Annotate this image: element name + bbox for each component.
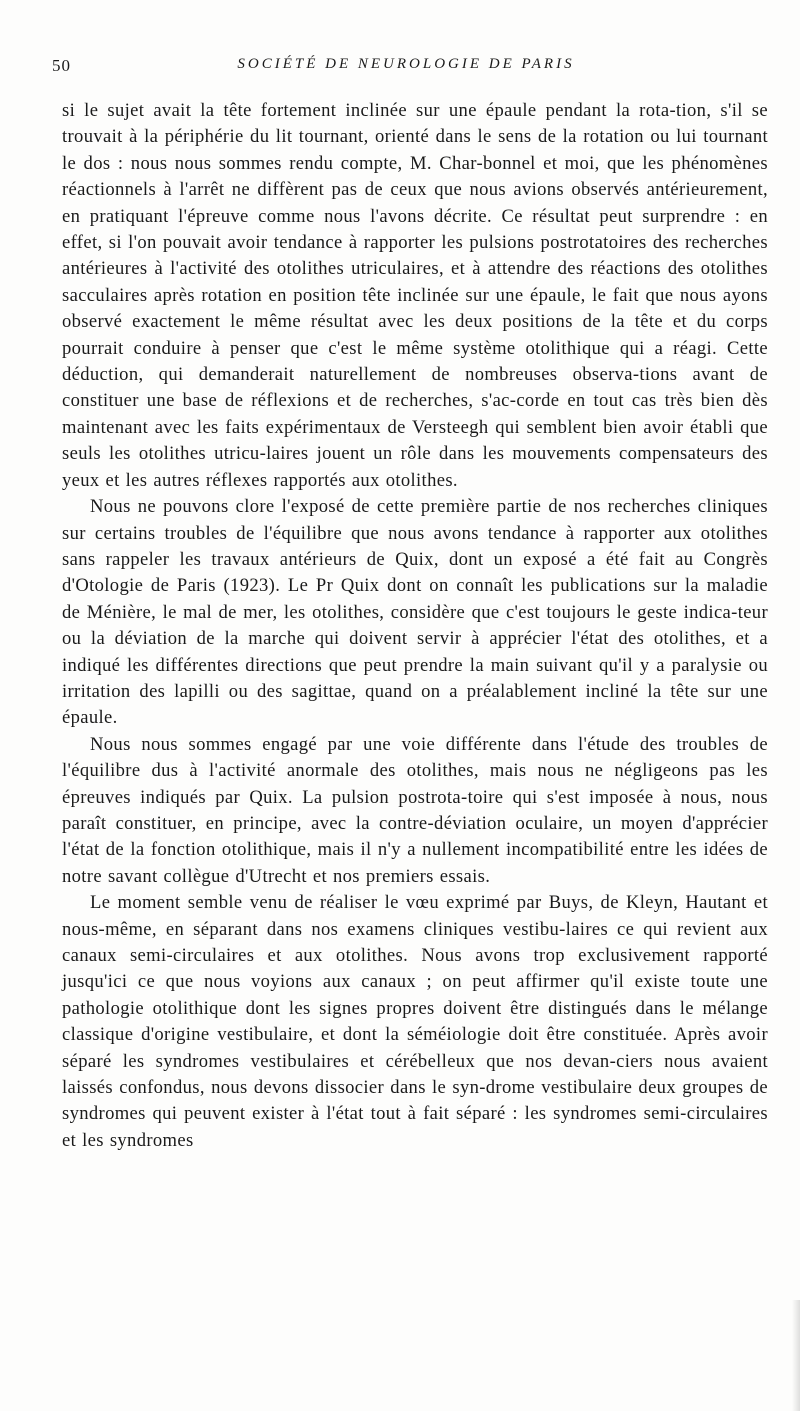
scan-edge-shadow [792, 1300, 800, 1411]
running-head [52, 56, 760, 86]
paragraph-2: Nous ne pouvons clore l'exposé de cette première partie de nos recherches cliniques sur certains troubles de l'équilibre que nous avons tendance à rapporter aux otolithes sans rappeler les travaux antérieurs de Quix, dont un exposé a été fait au Congrès d'Otologie de Paris (1923). Le Pr Quix dont on connaît les publications sur la maladie de Ménière, le mal de mer, les otolithes, considère que c'est toujours le geste indica-teur ou la déviation de la marche qui doivent servir à apprécier l'état des otolithes, et a indiqué les différentes directions que peut prendre la main suivant qu'il y a paralysie ou irritation des lapilli ou des sagittae, quand on a préalablement incliné la tête sur une épaule. [62, 496, 768, 729]
page-number: 50 [52, 56, 71, 75]
paragraph-3: Nous nous sommes engagé par une voie différente dans l'étude des troubles de l'équilibre dus à l'activité anormale des otolithes, mais nous ne négligeons pas les épreuves indiqués par Quix. La pulsion postrota-toire qui s'est imposée à nous, nous paraît constituer, en principe, avec la contre-déviation oculaire, un moyen d'apprécier l'état de la fonction otolithique, mais il n'y a nullement incompatibilité entre les idées de notre savant collègue d'Utrecht et nos premiers essais. [62, 733, 768, 887]
journal-title: SOCIÉTÉ DE NEUROLOGIE DE PARIS [237, 56, 575, 72]
paragraph-1: si le sujet avait la tête fortement inclinée sur une épaule pendant la rota-tion, s'il se trouvait à la périphérie du lit tournant, orienté dans le sens de la rotation ou lui tournant le dos : nous nous sommes rendu compte, M. Char-bonnel et moi, que les phénomènes réactionnels à l'arrêt ne diffèrent pas de ceux que nous avions observés antérieurement, en pratiquant l'épreuve comme nous l'avons décrite. Ce résultat peut surprendre : en effet, si l'on pouvait avoir tendance à rapporter les pulsions postrotatoires des recherches antérieures à l'activité des otolithes utriculaires, et à attendre des réactions des otolithes sacculaires après rotation en position tête inclinée sur une épaule, le fait que nous ayons observé exactement le même résultat avec les deux positions de la tête et du corps pourrait conduire à penser que c'est le même système otolithique qui a réagi. Cette déduction, qui demanderait naturellement de nombreuses observa-tions avant de constituer une base de réflexions et de recherches, s'ac-corde en tout cas très bien dès maintenant avec les faits expérimentaux de Versteegh qui semblent bien avoir établi que seuls les otolithes utricu-laires jouent un rôle dans les mouvements compensateurs des yeux et les autres réflexes rapportés aux otolithes. [62, 100, 768, 491]
body-text [62, 98, 768, 1154]
paragraph-4: Le moment semble venu de réaliser le vœu exprimé par Buys, de Kleyn, Hautant et nous-même, en séparant dans nos examens cliniques vestibu-laires ce qui revient aux canaux semi-circulaires et aux otolithes. Nous avons trop exclusivement rapporté jusqu'ici ce que nous voyions aux canaux ; on peut affirmer qu'il existe toute une pathologie otolithique dont les signes propres doivent être distingués dans le mélange classique d'origine vestibulaire, et dont la séméiologie doit être constituée. Après avoir séparé les syndromes vestibulaires et cérébelleux que nos devan-ciers nous avaient laissés confondus, nous devons dissocier dans le syn-drome vestibulaire deux groupes de syndromes qui peuvent exister à l'état tout à fait séparé : les syndromes semi-circulaires et les syndromes [62, 892, 768, 1151]
